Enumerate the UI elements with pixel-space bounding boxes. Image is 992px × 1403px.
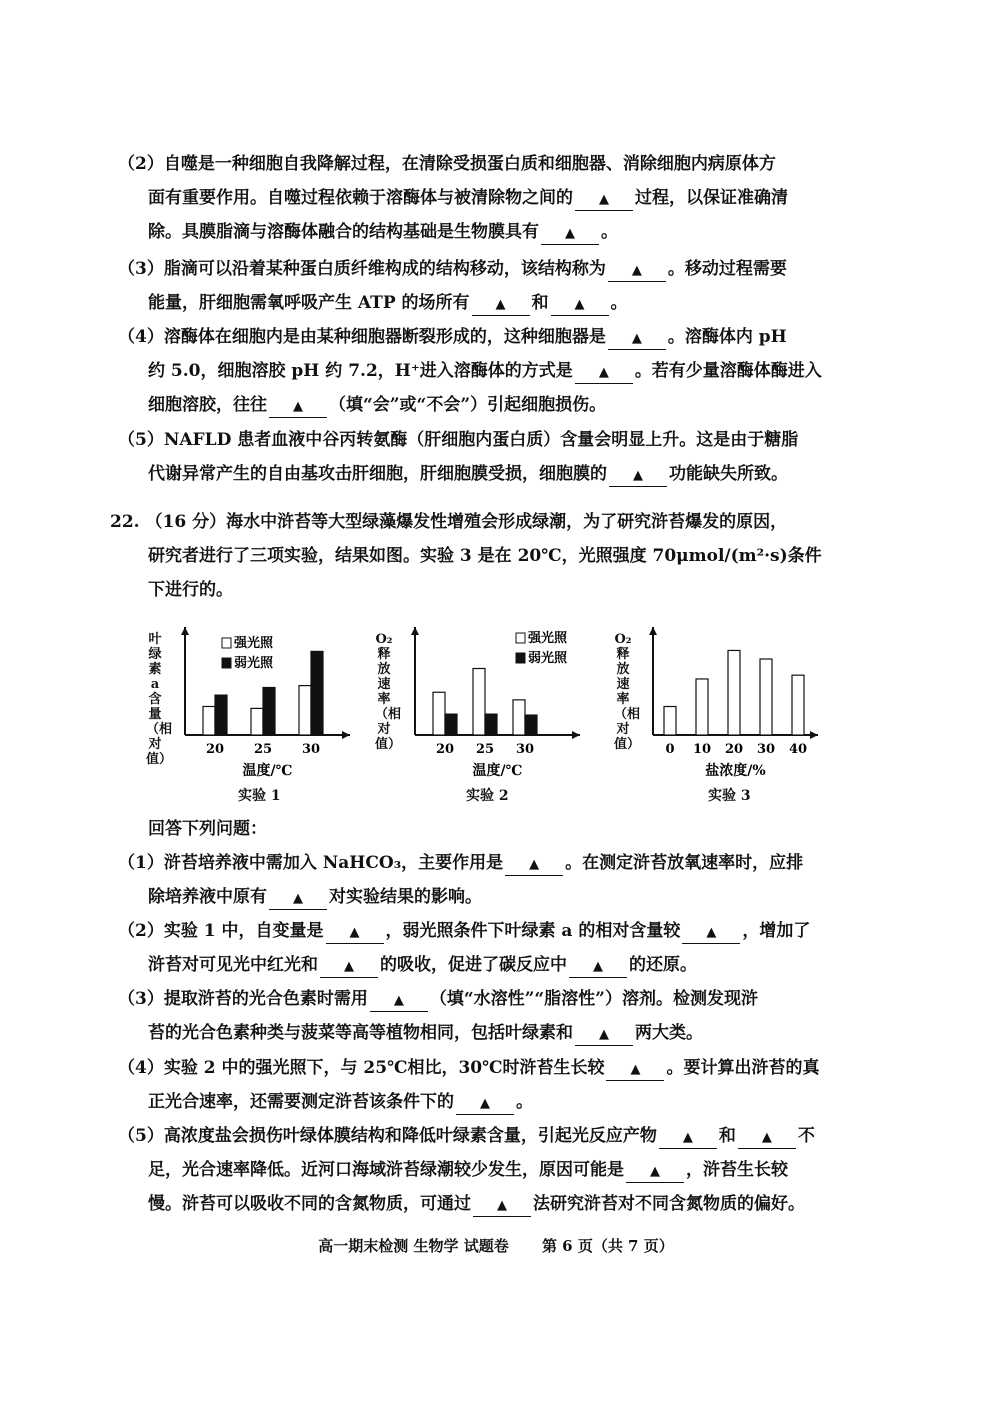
answer-blank[interactable] — [569, 955, 627, 978]
bar-a-30 — [513, 700, 525, 735]
q22-5-text: 足，光合速率降低。近河口海域浒苔绿潮较少发生，原因可能是 — [148, 1160, 624, 1180]
x-tick-label: 30 — [301, 742, 321, 757]
q22-4-text: 。要计算出浒苔的真 — [666, 1058, 820, 1078]
answer-blank[interactable] — [609, 464, 667, 487]
answer-blank[interactable] — [541, 222, 599, 245]
chart1-title: 实验 1 — [238, 788, 281, 804]
answer-blank[interactable] — [472, 293, 530, 316]
answer-blank[interactable] — [473, 1194, 531, 1217]
x-tick-label: 25 — [475, 742, 495, 757]
bar-a-30 — [299, 686, 311, 735]
bar-a-25 — [473, 669, 485, 736]
answer-blank[interactable] — [659, 1126, 717, 1149]
legend-label: 弱光照 — [234, 656, 274, 671]
question-22-prompt — [118, 812, 848, 846]
bar-a-0 — [664, 707, 676, 736]
answer-blank[interactable] — [370, 989, 428, 1012]
q22-1-text: 除培养液中原有 — [148, 887, 267, 907]
question-22-5 — [118, 1119, 848, 1221]
answer-blank[interactable] — [626, 1160, 684, 1183]
answer-blank[interactable] — [606, 1058, 664, 1081]
q22-5-text: 法研究浒苔对不同含氮物质的偏好。 — [533, 1194, 805, 1214]
bar-a-30 — [760, 659, 772, 735]
q21-4-text: （4）溶酶体在细胞内是由某种细胞器断裂形成的，这种细胞器是 — [118, 327, 606, 347]
x-tick-label: 25 — [253, 742, 273, 757]
chart3-ylabel: O₂释放速率（相对值） — [614, 632, 641, 752]
q22-2-text: 的吸收，促进了碳反应中 — [380, 955, 567, 975]
q22-5-text: ，浒苔生长较 — [686, 1160, 788, 1180]
q21-3-text: 和 — [531, 293, 549, 313]
q21-4-text: 。溶酶体内 pH — [667, 327, 787, 347]
bar-a-20 — [433, 692, 445, 735]
bar-b-20 — [215, 695, 227, 735]
question-22-2 — [118, 914, 848, 982]
legend-swatch — [516, 653, 525, 663]
q22-3-text: （填“水溶性”“脂溶性”）溶剂。检测发现浒 — [429, 989, 758, 1009]
q21-4-text: 约 5.0，细胞溶胶 pH 约 7.2，H⁺进入溶酶体的方式是 — [148, 361, 573, 381]
bar-b-30 — [311, 651, 323, 735]
x-axis-label: 温度/℃ — [242, 763, 293, 779]
legend-label: 弱光照 — [528, 651, 568, 666]
q21-5-line2 — [118, 457, 848, 491]
bar-a-40 — [792, 675, 804, 735]
answer-blank[interactable] — [682, 921, 740, 944]
q21-4-line1 — [118, 320, 848, 354]
chart2-title: 实验 2 — [466, 788, 509, 804]
q22-4-text: 。 — [516, 1092, 533, 1112]
q22-4-line1 — [118, 1051, 848, 1085]
answer-blank[interactable] — [505, 853, 563, 876]
x-tick-label: 20 — [435, 742, 455, 757]
q21-4-line2 — [118, 354, 848, 388]
x-tick-label: 40 — [788, 742, 808, 757]
q21-3-text: 。移动过程需要 — [667, 259, 787, 279]
q21-4-line3 — [118, 388, 848, 422]
q21-5-text: 代谢异常产生的自由基攻击肝细胞，肝细胞膜受损，细胞膜的 — [148, 464, 607, 484]
exam-name: 高一期末检测 生物学 试题卷 — [318, 1237, 509, 1255]
q22-2-text: 浒苔对可见光中红光和 — [148, 955, 318, 975]
chart1-ylabel: 叶绿素a含量（相对值） — [146, 632, 173, 767]
bar-a-25 — [251, 708, 263, 735]
legend-swatch — [516, 633, 525, 643]
x-tick-label: 30 — [515, 742, 535, 757]
answer-blank[interactable] — [608, 327, 666, 350]
q21-4-text: 细胞溶胶，往往 — [148, 395, 267, 415]
x-axis-label: 温度/℃ — [472, 763, 523, 779]
q21-2-text: 面有重要作用。自噬过程依赖于溶酶体与被清除物之间的 — [148, 188, 573, 208]
q22-4-text: 正光合速率，还需要测定浒苔该条件下的 — [148, 1092, 454, 1112]
answer-blank[interactable] — [575, 361, 633, 384]
bar-a-20 — [728, 650, 740, 735]
q21-2-text: 除。具膜脂滴与溶酶体融合的结构基础是生物膜具有 — [148, 222, 539, 242]
q22-2-text: ，弱光照条件下叶绿素 a 的相对含量较 — [385, 921, 681, 941]
page-footer — [0, 1235, 992, 1256]
x-axis-arrow — [572, 731, 580, 739]
q22-5-text: 不 — [797, 1126, 815, 1146]
q21-3-text: （3）脂滴可以沿着某种蛋白质纤维构成的结构移动，该结构称为 — [118, 259, 606, 279]
q21-5-text: 功能缺失所致。 — [669, 464, 788, 484]
question-22-3 — [118, 982, 848, 1050]
x-axis-arrow — [342, 731, 350, 739]
q22-5-line3 — [118, 1187, 848, 1221]
q22-1-line2 — [118, 880, 848, 914]
answer-blank[interactable] — [575, 188, 633, 211]
answer-blank[interactable] — [456, 1092, 514, 1115]
legend-label: 强光照 — [528, 631, 568, 646]
answer-blank[interactable] — [269, 887, 327, 910]
x-tick-label: 20 — [724, 742, 744, 757]
q22-3-line2 — [118, 1016, 848, 1050]
bar-a-20 — [203, 707, 215, 736]
q22-3-line1 — [118, 982, 848, 1016]
q22-2-line1 — [118, 914, 848, 948]
answer-blank[interactable] — [608, 259, 666, 282]
y-axis-arrow — [649, 627, 657, 635]
bar-b-25 — [263, 688, 275, 736]
legend-swatch — [222, 638, 231, 648]
q21-3-text: 能量，肝细胞需氧呼吸产生 ATP 的场所有 — [148, 293, 470, 313]
q21-5-line1: （5）NAFLD 患者血液中谷丙转氨酶（肝细胞内蛋白质）含量会明显上升。这是由于糖脂 — [118, 430, 799, 450]
question-22-stem — [110, 505, 850, 607]
q22-5-text: 慢。浒苔可以吸收不同的含氮物质，可通过 — [148, 1194, 471, 1214]
bar-b-30 — [525, 715, 537, 735]
answer-blank[interactable] — [320, 955, 378, 978]
question-21-2 — [118, 147, 848, 249]
question-22-4 — [118, 1051, 848, 1119]
x-tick-label: 30 — [756, 742, 776, 757]
q22-5-line1 — [118, 1119, 848, 1153]
q22-line3: 下进行的。 — [148, 580, 233, 600]
q22-2-text: ，增加了 — [742, 921, 811, 941]
chart2-ylabel: O₂释放速率（相对值） — [375, 632, 402, 752]
x-axis-arrow — [810, 731, 818, 739]
chart3-title: 实验 3 — [708, 788, 751, 804]
q22-4-text: （4）实验 2 中的强光照下，与 25℃相比，30℃时浒苔生长较 — [118, 1058, 605, 1078]
answer-blank[interactable] — [738, 1126, 796, 1149]
chart-experiment-2 — [390, 615, 600, 790]
y-axis-arrow — [181, 627, 189, 635]
q22-5-text: 和 — [718, 1126, 736, 1146]
answer-blank[interactable] — [326, 921, 384, 944]
q21-2-text: 过程，以保证准确清 — [635, 188, 788, 208]
x-tick-label: 10 — [692, 742, 712, 757]
q22-1-text: 对实验结果的影响。 — [329, 887, 482, 907]
question-21-4 — [118, 320, 848, 422]
q22-line2: 研究者进行了三项实验，结果如图。实验 3 是在 20℃，光照强度 70μmol/(m²·s)条件 — [148, 546, 822, 566]
q22-2-text: 的还原。 — [629, 955, 697, 975]
chart-experiment-1 — [160, 615, 370, 790]
q22-5-line2 — [118, 1153, 848, 1187]
q22-4-line2 — [118, 1085, 848, 1119]
bar-b-25 — [485, 714, 497, 735]
q21-2-line2 — [118, 181, 848, 215]
q21-4-text: 。若有少量溶酶体酶进入 — [634, 361, 822, 381]
question-21-5 — [118, 423, 848, 491]
question-21-3 — [118, 252, 848, 320]
answer-blank[interactable] — [575, 1023, 633, 1046]
bar-a-10 — [696, 679, 708, 735]
q22-1-line1 — [118, 846, 848, 880]
x-tick-label: 0 — [665, 742, 675, 757]
x-tick-label: 20 — [205, 742, 225, 757]
page-number: 第 6 页（共 7 页） — [541, 1237, 674, 1255]
q22-2-text: （2）实验 1 中，自变量是 — [118, 921, 324, 941]
q21-3-text: 。 — [610, 293, 628, 313]
q22-3-text: （3）提取浒苔的光合色素时需用 — [118, 989, 368, 1009]
legend-swatch — [222, 658, 231, 668]
q22-3-text: 两大类。 — [635, 1023, 703, 1043]
q22-1-text: （1）浒苔培养液中需加入 NaHCO₃，主要作用是 — [118, 853, 504, 873]
chart-experiment-3 — [628, 615, 838, 790]
q22-5-text: （5）高浓度盐会损伤叶绿体膜结构和降低叶绿素含量，引起光反应产物 — [118, 1126, 657, 1146]
q22-2-line2 — [118, 948, 848, 982]
q21-2-line1: （2）自噬是一种细胞自我降解过程，在清除受损蛋白质和细胞器、消除细胞内病原体方 — [118, 154, 776, 174]
answer-blank[interactable] — [269, 395, 327, 418]
q21-2-line3 — [118, 215, 848, 249]
question-22-1 — [118, 846, 848, 914]
q21-4-text: （填“会”或“不会”）引起细胞损伤。 — [329, 395, 607, 415]
answer-blank[interactable] — [551, 293, 609, 316]
answer-prompt: 回答下列问题： — [148, 819, 267, 839]
q21-3-line1 — [118, 252, 848, 286]
q22-3-text: 苔的光合色素种类与菠菜等高等植物相同，包括叶绿素和 — [148, 1023, 573, 1043]
q21-3-line2 — [118, 286, 848, 320]
y-axis-arrow — [411, 627, 419, 635]
x-axis-label: 盐浓度/% — [705, 763, 766, 779]
q22-1-text: 。在测定浒苔放氧速率时，应排 — [565, 853, 804, 873]
q22-line1: 22. （16 分）海水中浒苔等大型绿藻爆发性增殖会形成绿潮，为了研究浒苔爆发的原因， — [110, 512, 788, 532]
bar-b-20 — [445, 714, 457, 735]
legend-label: 强光照 — [234, 636, 274, 651]
q21-2-text: 。 — [601, 222, 618, 242]
